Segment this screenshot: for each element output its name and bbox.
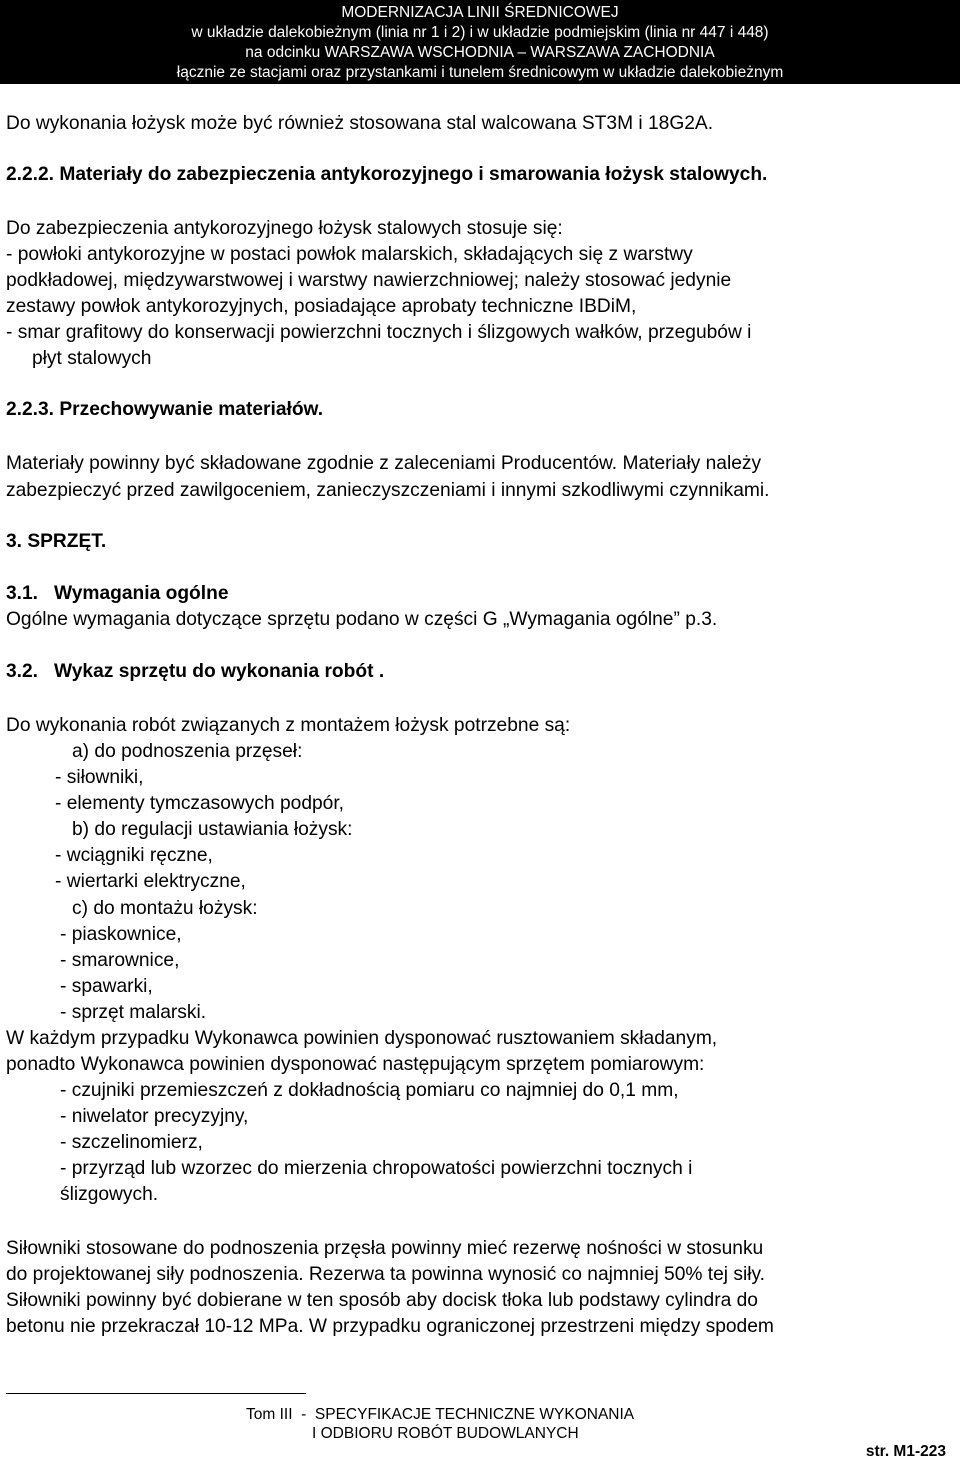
list-c-item-4: - sprzęt malarski. xyxy=(60,1002,207,1023)
corrosion-line-2: - powłoki antykorozyjne w postaci powłok malarskich, składających się z warstwy xyxy=(6,244,693,265)
heading-3-1: 3.1. Wymagania ogólne xyxy=(6,583,229,604)
corrosion-line-3: podkładowej, międzywarstwowej i warstwy nawierzchniowej; należy stosować jedynie xyxy=(6,270,732,291)
paragraph-3-2-intro: Do wykonania robót związanych z montażem łożysk potrzebne są: xyxy=(6,715,571,736)
actuator-line-4: betonu nie przekraczał 10-12 MPa. W przypadku ograniczonej przestrzeni między spodem xyxy=(6,1316,774,1337)
heading-2-2-2: 2.2.2. Materiały do zabezpieczenia antykorozyjnego i smarowania łożysk stalowych. xyxy=(6,164,768,185)
footer-line-2: I ODBIORU ROBÓT BUDOWLANYCH xyxy=(312,1425,579,1442)
storage-line-1: Materiały powinny być składowane zgodnie z zaleceniami Producentów. Materiały należy xyxy=(6,453,762,474)
storage-line-2: zabezpieczyć przed zawilgoceniem, zanieczyszczeniami i innymi szkodliwymi czynnikami. xyxy=(6,480,770,501)
measure-item-1: - czujniki przemieszczeń z dokładnością pomiaru co najmniej do 0,1 mm, xyxy=(60,1080,679,1101)
actuator-line-1: Siłowniki stosowane do podnoszenia przęsła powinny mieć rezerwę nośności w stosunku xyxy=(6,1238,764,1259)
actuator-line-3: Siłowniki powinny być dobierane w ten sposób aby docisk tłoka lub podstawy cylindra do xyxy=(6,1290,758,1311)
measure-item-5: ślizgowych. xyxy=(60,1184,159,1205)
list-c-item-2: - smarownice, xyxy=(60,950,180,971)
corrosion-line-6: płyt stalowych xyxy=(32,348,152,369)
heading-2-2-3: 2.2.3. Przechowywanie materiałów. xyxy=(6,399,324,420)
corrosion-line-1: Do zabezpieczenia antykorozyjnego łożysk stalowych stosuje się: xyxy=(6,218,563,239)
list-c-title: c) do montażu łożysk: xyxy=(72,898,258,919)
measure-item-3: - szczelinomierz, xyxy=(60,1132,203,1153)
paragraph-3-1: Ogólne wymagania dotyczące sprzętu podano w części G „Wymagania ogólne” p.3. xyxy=(6,609,718,630)
case-line-1: W każdym przypadku Wykonawca powinien dysponować rusztowaniem składanym, xyxy=(6,1028,718,1049)
document-header xyxy=(0,0,960,84)
case-line-2: ponadto Wykonawca powinien dysponować następującym sprzętem pomiarowym: xyxy=(6,1054,705,1075)
header-line-4: łącznie ze stacjami oraz przystankami i tunelem średnicowym w układzie dalekobieżnym xyxy=(176,64,784,81)
actuator-line-2: do projektowanej siły podnoszenia. Rezerwa ta powinna wynosić co najmniej 50% tej siły. xyxy=(6,1264,766,1285)
list-c-item-1: - piaskownice, xyxy=(60,924,182,945)
list-a-item-1: - siłowniki, xyxy=(55,767,144,788)
page-number: str. M1-223 xyxy=(865,1443,946,1460)
header-line-2: w układzie dalekobieżnym (linia nr 1 i 2) i w układzie podmiejskim (linia nr 447 i 448) xyxy=(191,24,769,41)
list-b-item-2: - wiertarki elektryczne, xyxy=(55,871,246,892)
header-line-1: MODERNIZACJA LINII ŚREDNICOWEJ xyxy=(341,4,619,21)
heading-3: 3. SPRZĘT. xyxy=(6,531,107,552)
footer-divider xyxy=(6,1393,306,1394)
heading-3-2: 3.2. Wykaz sprzętu do wykonania robót . xyxy=(6,661,385,682)
list-c-item-3: - spawarki, xyxy=(60,976,153,997)
list-b-title: b) do regulacji ustawiania łożysk: xyxy=(72,819,353,840)
list-a-title: a) do podnoszenia przęseł: xyxy=(72,741,303,762)
measure-item-4: - przyrząd lub wzorzec do mierzenia chropowatości powierzchni tocznych i xyxy=(60,1158,693,1179)
paragraph-steel: Do wykonania łożysk może być również stosowana stal walcowana ST3M i 18G2A. xyxy=(6,113,714,134)
measure-item-2: - niwelator precyzyjny, xyxy=(60,1106,249,1127)
list-a-item-2: - elementy tymczasowych podpór, xyxy=(55,793,345,814)
corrosion-line-4: zestawy powłok antykorozyjnych, posiadające aprobaty techniczne IBDiM, xyxy=(6,296,637,317)
list-b-item-1: - wciągniki ręczne, xyxy=(55,845,213,866)
header-line-3: na odcinku WARSZAWA WSCHODNIA – WARSZAWA ZACHODNIA xyxy=(245,44,715,61)
footer-line-1: Tom III - SPECYFIKACJE TECHNICZNE WYKONANIA xyxy=(246,1406,635,1423)
corrosion-line-5: - smar grafitowy do konserwacji powierzchni tocznych i ślizgowych wałków, przegubów i xyxy=(6,322,752,343)
